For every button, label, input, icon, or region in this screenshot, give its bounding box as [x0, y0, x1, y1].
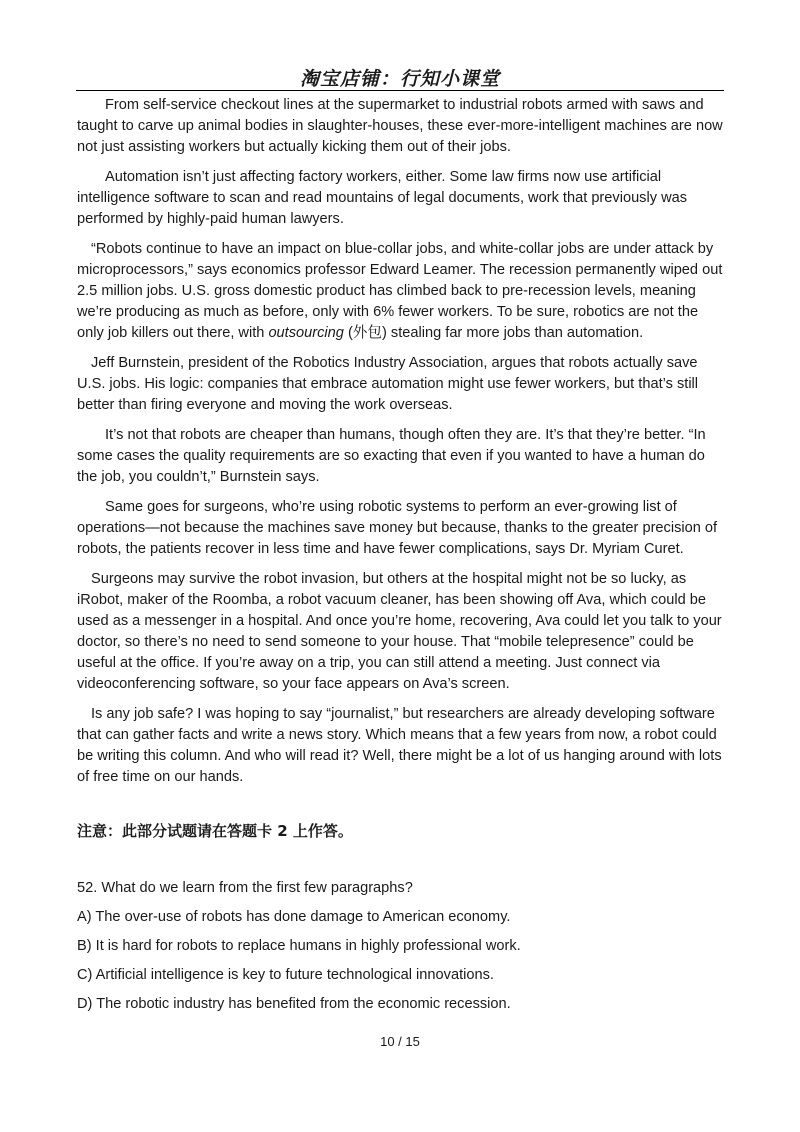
paragraph-2: Automation isn’t just affecting factory workers, either. Some law firms now use artificial intelligence software to scan and read mountains of legal documents, work that previously was performed by highly-paid human lawyers. — [77, 169, 688, 227]
option-a: A) The over-use of robots has done damage to American economy. — [77, 909, 511, 925]
option-c: C) Artificial intelligence is key to future technological innovations. — [77, 967, 494, 983]
answer-notice: 注意：此部分试题请在答题卡 2 上作答。 — [77, 822, 353, 840]
paragraph-3-italic-term: outsourcing — [268, 325, 344, 341]
paragraph-3-part-a: “Robots continue to have an impact on blue-collar jobs, and white-collar jobs are under attack by microprocessors,” says economics professor Edward Leamer. The recession permanently wiped out 2.5 million jobs. U.S. gross domestic product has climbed back to pre-recession levels, meaning we’re producing as much as before, only with 6% fewer workers. To be sure, robotics are not the only job killers out there, with — [77, 241, 723, 341]
article-body — [77, 95, 727, 797]
paragraph-3-part-b: (外包) stealing far more jobs than automation. — [343, 325, 644, 341]
page-header-title: 淘宝店铺：行知小课堂 — [299, 68, 500, 90]
paragraph-7: Surgeons may survive the robot invasion, but others at the hospital might not be so lucky, as iRobot, maker of the Roomba, a robot vacuum cleaner, has been showing off Ava, which could be used as a messenger in a hospital. And once you’re home, recovering, Ava could let you talk to your doctor, so there’s no need to send someone to your house. That “mobile telepresence” could be useful at the office. If you’re away on a trip, you can still attend a meeting. Just connect via videoconferencing software, so your face appears on Ava’s screen. — [77, 571, 722, 692]
paragraph-6: Same goes for surgeons, who’re using robotic systems to perform an ever-growing list of operations—not because the machines save money but because, thanks to the greater precision of robots, the patients recover in less time and have fewer complications, says Dr. Myriam Curet. — [77, 499, 718, 557]
question-52 — [77, 878, 727, 1023]
page-number: 10 / 15 — [380, 1034, 420, 1049]
paragraph-5: It’s not that robots are cheaper than humans, though often they are. It’s that they’re better. “In some cases the quality requirements are so exacting that even if you wanted to have a human do the job, you couldn’t,” Burnstein says. — [77, 427, 706, 485]
option-d: D) The robotic industry has benefited from the economic recession. — [77, 996, 511, 1012]
paragraph-4: Jeff Burnstein, president of the Robotics Industry Association, argues that robots actually save U.S. jobs. His logic: companies that embrace automation might use fewer workers, but that’s still better than firing everyone and moving the work overseas. — [77, 355, 699, 413]
paragraph-3 — [77, 239, 727, 344]
option-b: B) It is hard for robots to replace humans in highly professional work. — [77, 938, 521, 954]
paragraph-1: From self-service checkout lines at the supermarket to industrial robots armed with saws and taught to carve up animal bodies in slaughter-houses, these ever-more-intelligent machines are now not just assisting workers but actually kicking them out of their jobs. — [77, 97, 723, 155]
paragraph-8: Is any job safe? I was hoping to say “journalist,” but researchers are already developing software that can gather facts and write a news story. Which means that a few years from now, a robot could be writing this column. And who will read it? Well, there might be a lot of us hanging around with lots of free time on our hands. — [77, 706, 722, 785]
question-stem: 52. What do we learn from the first few paragraphs? — [77, 880, 413, 896]
header-rule — [76, 90, 724, 91]
